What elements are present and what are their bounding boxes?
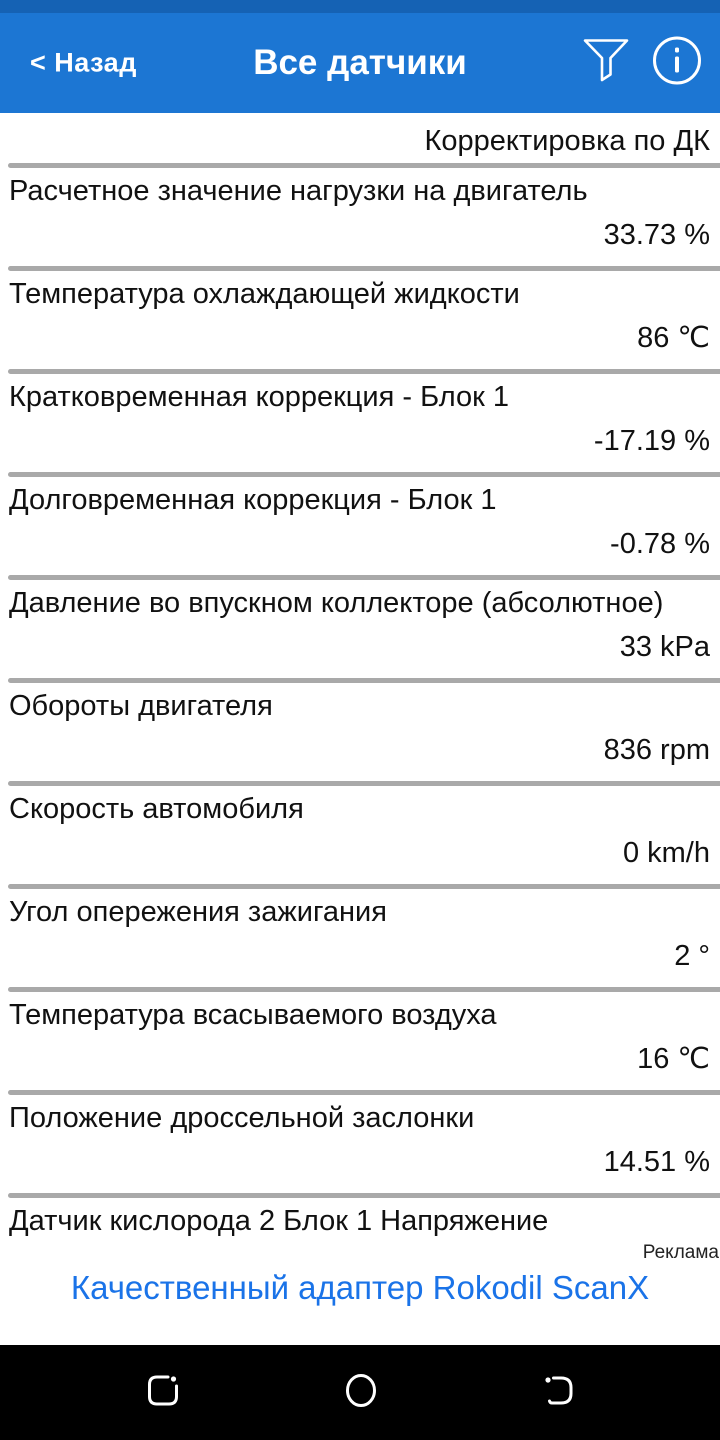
sensor-row[interactable]	[0, 472, 720, 575]
back-button[interactable]: < Назад	[30, 47, 137, 78]
sensor-row[interactable]	[0, 678, 720, 781]
sensor-row[interactable]	[0, 1193, 720, 1236]
appbar-icons	[582, 36, 702, 91]
sensor-value-partial: Корректировка по ДК	[424, 125, 710, 157]
page-title: Все датчики	[253, 43, 467, 82]
sensor-value: 16 ℃	[637, 1043, 710, 1075]
app-bar	[0, 13, 720, 113]
sensor-value: 836 rpm	[603, 734, 710, 766]
sensor-row[interactable]	[0, 987, 720, 1090]
sensor-value: 33.73 %	[603, 219, 710, 251]
sensor-row[interactable]	[0, 781, 720, 884]
ad-label: Реклама	[642, 1242, 719, 1263]
sensor-name: Кратковременная коррекция - Блок 1	[9, 381, 510, 413]
sensor-name: Температура охлаждающей жидкости	[9, 278, 520, 310]
navigation-bar	[0, 1345, 720, 1440]
sensor-row[interactable]	[0, 1090, 720, 1193]
info-icon[interactable]	[652, 36, 702, 91]
sensor-list	[0, 113, 720, 1236]
sensor-row[interactable]	[0, 369, 720, 472]
back-icon[interactable]	[541, 1372, 577, 1413]
sensor-name: Расчетное значение нагрузки на двигатель	[9, 175, 588, 207]
sensor-row[interactable]	[0, 266, 720, 369]
sensor-name: Угол опережения зажигания	[9, 896, 387, 928]
recents-icon[interactable]	[145, 1372, 181, 1413]
sensor-name: Датчик кислорода 2 Блок 1 Напряжение	[9, 1205, 549, 1237]
sensor-name: Положение дроссельной заслонки	[9, 1102, 475, 1134]
sensor-name: Давление во впускном коллекторе (абсолютное)	[9, 587, 664, 619]
sensor-row[interactable]	[0, 884, 720, 987]
sensor-value: 14.51 %	[603, 1146, 710, 1178]
filter-funnel-icon[interactable]	[582, 38, 630, 89]
sensor-name: Обороты двигателя	[9, 690, 273, 722]
sensor-value: -17.19 %	[593, 425, 710, 457]
status-bar	[0, 0, 720, 13]
sensor-value: 0 km/h	[622, 837, 710, 869]
sensor-row[interactable]	[0, 575, 720, 678]
sensor-value: -0.78 %	[610, 528, 710, 560]
home-icon[interactable]	[343, 1372, 379, 1413]
sensor-value: 33 kPa	[619, 631, 710, 663]
sensor-value: 86 ℃	[637, 322, 710, 354]
sensor-name: Скорость автомобиля	[9, 793, 304, 825]
sensor-row[interactable]	[0, 163, 720, 266]
sensor-name: Долговременная коррекция - Блок 1	[9, 484, 497, 516]
ad-link[interactable]: Качественный адаптер Rokodil ScanX	[70, 1269, 650, 1306]
sensor-value: 2 °	[674, 940, 710, 972]
ad-banner	[0, 1242, 720, 1306]
sensor-name: Температура всасываемого воздуха	[9, 999, 497, 1031]
